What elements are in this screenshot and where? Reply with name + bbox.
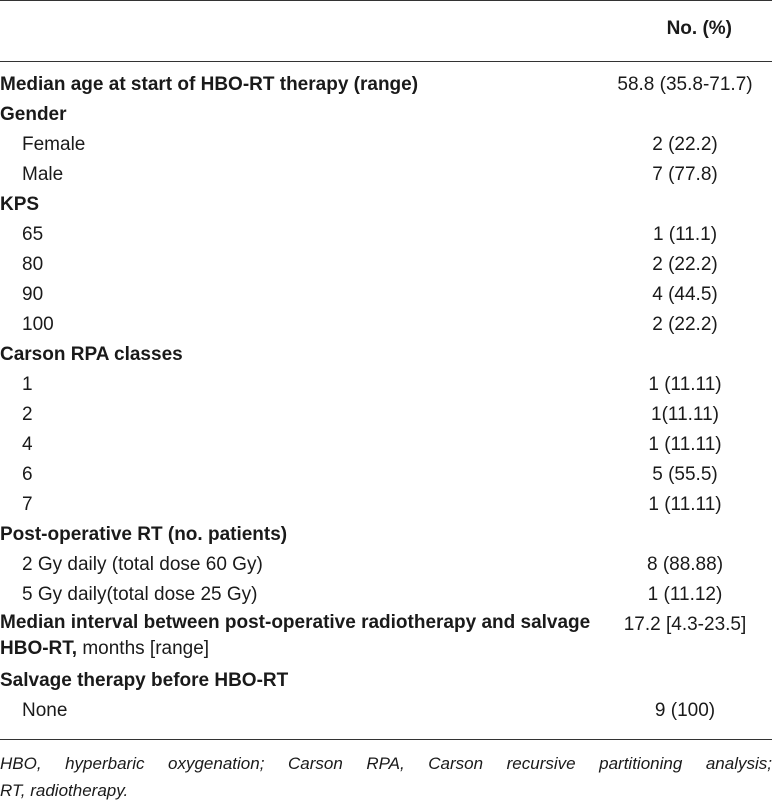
table-row [0, 460, 772, 490]
row-value: 1 (11.1) [652, 224, 718, 245]
table-header [0, 1, 772, 61]
table-row [0, 370, 772, 400]
table-row [0, 490, 772, 520]
row-label: Salvage therapy before HBO-RT [0, 670, 289, 691]
row-label: Carson RPA classes [0, 344, 183, 365]
row-value: 2 (22.2) [652, 314, 718, 335]
row-label: 4 [22, 434, 33, 455]
table-row [0, 220, 772, 250]
row-label: 100 [22, 314, 54, 335]
row-label-bold: Median interval between post-operative radiotherapy and salvage HBO-RT, [0, 612, 591, 659]
row-label [0, 610, 600, 662]
row-value: 7 (77.8) [652, 164, 718, 185]
table-row [0, 666, 772, 696]
row-value: 17.2 [4.3-23.5] [623, 614, 747, 635]
row-label: 80 [22, 254, 44, 275]
row-label: 2 Gy daily (total dose 60 Gy) [22, 554, 263, 575]
row-label: 1 [22, 374, 33, 395]
table-row [0, 280, 772, 310]
table-row [0, 400, 772, 430]
row-value: 9 (100) [654, 700, 716, 721]
header-value: No. (%) [666, 18, 732, 39]
table-row-interval [0, 610, 772, 666]
row-value: 4 (44.5) [652, 284, 718, 305]
table-row [0, 430, 772, 460]
row-value: 1 (11.12) [647, 584, 723, 605]
table-row [0, 550, 772, 580]
table-row [0, 130, 772, 160]
row-label: None [22, 700, 68, 721]
row-label: 90 [22, 284, 44, 305]
row-value: 2 (22.2) [652, 134, 718, 155]
table-row [0, 520, 772, 550]
row-label: 2 [22, 404, 33, 425]
table-row [0, 250, 772, 280]
row-label: Gender [0, 104, 67, 125]
table-row [0, 100, 772, 130]
row-label: 6 [22, 464, 33, 485]
row-label: 7 [22, 494, 33, 515]
table-body [0, 70, 772, 610]
table-footnote [0, 740, 772, 804]
row-value: 1 (11.11) [648, 434, 722, 455]
row-value: 1(11.11) [651, 404, 719, 425]
table-row [0, 160, 772, 190]
row-label: KPS [0, 194, 40, 215]
row-label: Male [22, 164, 64, 185]
row-label: Female [22, 134, 86, 155]
table-row [0, 310, 772, 340]
table-row [0, 580, 772, 610]
row-value: 2 (22.2) [652, 254, 718, 275]
row-value: 1 (11.11) [648, 494, 722, 515]
table-row [0, 696, 772, 726]
row-value: 5 (55.5) [652, 464, 718, 485]
header-rule [0, 61, 772, 62]
row-value: 58.8 (35.8-71.7) [617, 74, 753, 95]
row-value: 1 (11.11) [648, 374, 722, 395]
table-row [0, 190, 772, 220]
table-row [0, 340, 772, 370]
row-label: Median age at start of HBO-RT therapy (range) [0, 74, 419, 95]
row-label: 5 Gy daily(total dose 25 Gy) [22, 584, 258, 605]
footnote-line-2: RT, radiotherapy. [0, 781, 129, 800]
footnote-line-1: HBO, hyperbaric oxygenation; Carson RPA, Carson recursive partitioning analysis; [0, 754, 772, 773]
table-body-tail [0, 666, 772, 726]
row-label: 65 [22, 224, 44, 245]
row-value: 8 (88.88) [646, 554, 724, 575]
table-row [0, 70, 772, 100]
row-label: Post-operative RT (no. patients) [0, 524, 288, 545]
row-label-normal: months [range] [77, 638, 210, 659]
